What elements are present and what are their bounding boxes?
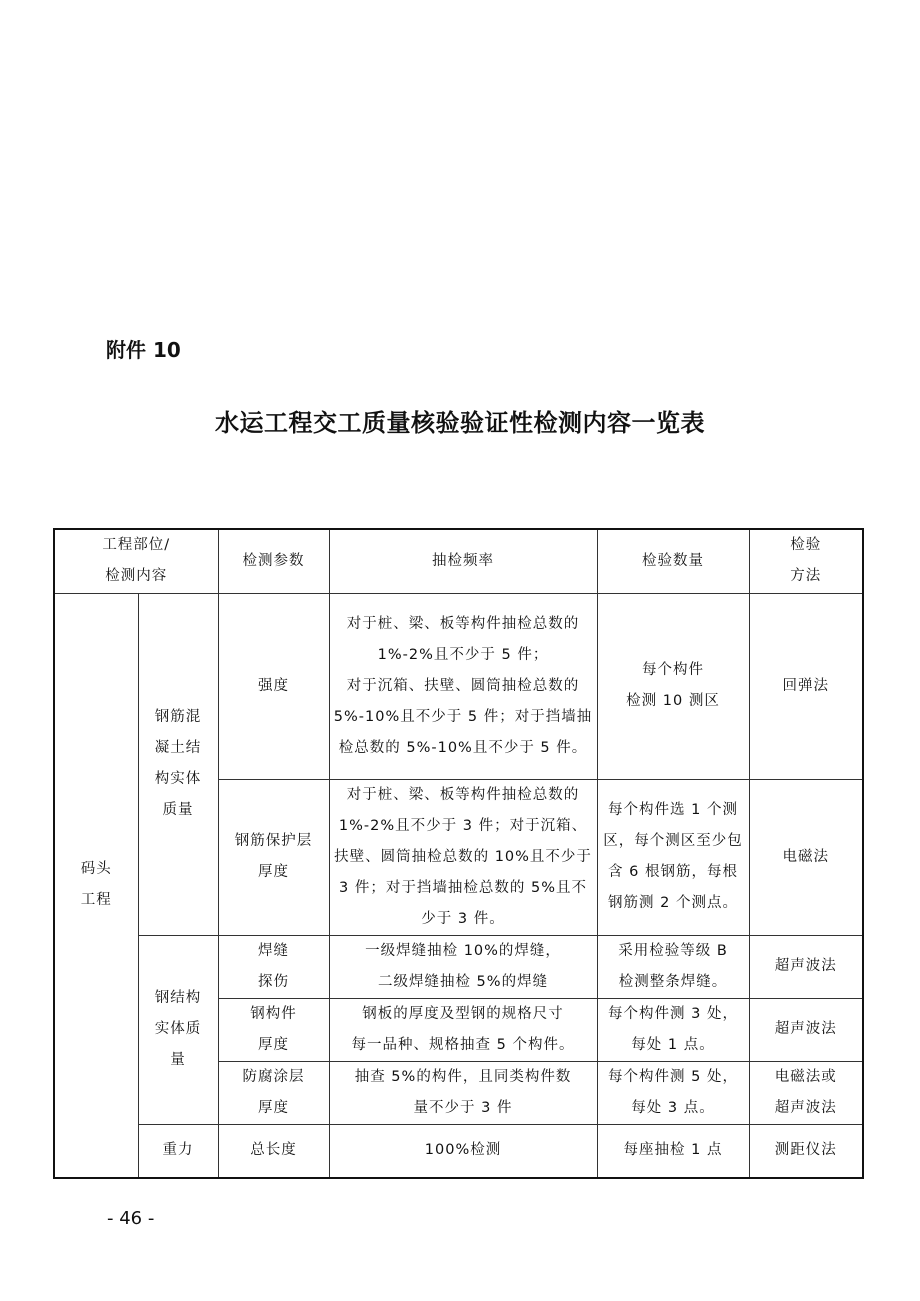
header-param: 检测参数 xyxy=(218,529,329,593)
qty-weld: 采用检验等级 B 检测整条焊缝。 xyxy=(597,935,749,998)
header-part: 工程部位/ 检测内容 xyxy=(54,529,218,593)
method-length: 测距仪法 xyxy=(749,1124,863,1178)
freq-member: 钢板的厚度及型钢的规格尺寸 每一品种、规格抽查 5 个构件。 xyxy=(329,998,597,1061)
table-row xyxy=(54,1124,863,1178)
qty-coating: 每个构件测 5 处， 每处 3 点。 xyxy=(597,1061,749,1124)
param-coating: 防腐涂层 厚度 xyxy=(218,1061,329,1124)
header-freq: 抽检频率 xyxy=(329,529,597,593)
param-member: 钢构件 厚度 xyxy=(218,998,329,1061)
param-length: 总长度 xyxy=(218,1124,329,1178)
param-cover: 钢筋保护层 厚度 xyxy=(218,779,329,935)
attachment-label: 附件 10 xyxy=(106,338,181,362)
page-title: 水运工程交工质量核验验证性检测内容一览表 xyxy=(215,409,705,437)
group-rc-quality: 钢筋混 凝土结 构实体 质量 xyxy=(138,593,218,935)
header-qty: 检验数量 xyxy=(597,529,749,593)
freq-strength: 对于桩、梁、板等构件抽检总数的 1%-2%且不少于 5 件； 对于沉箱、扶壁、圆筒抽检总数的 5%-10%且不少于 5 件；对于挡墙抽检总数的 5%-10%且不少于 5 件。 xyxy=(329,593,597,779)
table-header-row xyxy=(54,529,863,593)
freq-coating: 抽查 5%的构件，且同类构件数 量不少于 3 件 xyxy=(329,1061,597,1124)
qty-length: 每座抽检 1 点 xyxy=(597,1124,749,1178)
section-wharf: 码头 工程 xyxy=(54,593,138,1178)
header-method: 检验 方法 xyxy=(749,529,863,593)
group-gravity: 重力 xyxy=(138,1124,218,1178)
method-cover: 电磁法 xyxy=(749,779,863,935)
param-strength: 强度 xyxy=(218,593,329,779)
qty-member: 每个构件测 3 处， 每处 1 点。 xyxy=(597,998,749,1061)
table-row xyxy=(54,593,863,779)
qty-cover: 每个构件选 1 个测区，每个测区至少包含 6 根钢筋，每根钢筋测 2 个测点。 xyxy=(597,779,749,935)
method-strength: 回弹法 xyxy=(749,593,863,779)
inspection-table xyxy=(53,528,864,1179)
method-member: 超声波法 xyxy=(749,998,863,1061)
freq-weld: 一级焊缝抽检 10%的焊缝， 二级焊缝抽检 5%的焊缝 xyxy=(329,935,597,998)
qty-strength: 每个构件 检测 10 测区 xyxy=(597,593,749,779)
method-weld: 超声波法 xyxy=(749,935,863,998)
freq-cover: 对于桩、梁、板等构件抽检总数的 1%-2%且不少于 3 件；对于沉箱、扶壁、圆筒抽检总数的 10%且不少于 3 件；对于挡墙抽检总数的 5%且不少于 3 件。 xyxy=(329,779,597,935)
table-row xyxy=(54,935,863,998)
freq-length: 100%检测 xyxy=(329,1124,597,1178)
param-weld: 焊缝 探伤 xyxy=(218,935,329,998)
group-steel-quality: 钢结构 实体质 量 xyxy=(138,935,218,1124)
page-number: - 46 - xyxy=(107,1208,155,1229)
method-coating: 电磁法或 超声波法 xyxy=(749,1061,863,1124)
